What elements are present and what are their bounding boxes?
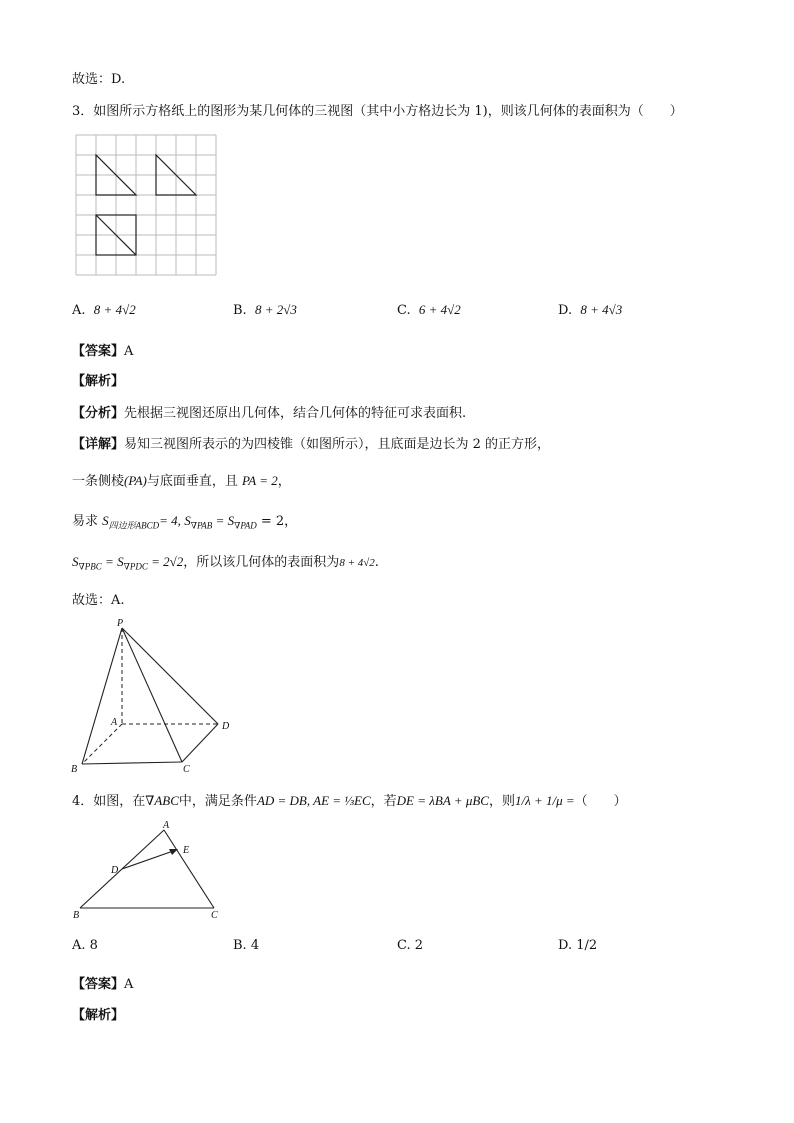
text: . xyxy=(374,555,379,570)
math: = 4, xyxy=(159,513,185,528)
option-label: B. xyxy=(233,938,247,953)
math: PA = 2 xyxy=(242,473,278,488)
subscript: ∇PDC xyxy=(123,561,148,572)
answer-tag: 【答案】 xyxy=(72,344,125,359)
q4-analysis-tag: 【解析】 xyxy=(72,1008,125,1023)
fenxi-tag: 【分析】 xyxy=(72,406,125,421)
three-view-figure xyxy=(75,134,217,277)
q3-analysis-tag: 【解析】 xyxy=(72,374,125,389)
label-p: P xyxy=(117,618,124,629)
text: ， xyxy=(277,474,291,489)
math: = 2√2 xyxy=(147,554,184,569)
option-label: D. xyxy=(558,303,573,318)
q3-line-areas-1 xyxy=(72,510,297,532)
xiangjie-tag: 【详解】 xyxy=(72,437,125,452)
q4-option-b[interactable] xyxy=(233,938,259,953)
text: 4．如图，在 xyxy=(72,794,146,809)
q4-answer xyxy=(72,973,133,992)
q3-option-c[interactable] xyxy=(397,302,461,318)
math: = xyxy=(101,554,118,569)
math: S xyxy=(184,513,191,528)
math: = xyxy=(212,513,228,528)
edge-cd xyxy=(182,724,218,762)
q3-line-pa xyxy=(72,470,291,489)
option-value: 1/2 xyxy=(576,938,598,953)
q3-stem: 3．如图所示方格纸上的图形为某几何体的三视图（其中小方格边长为 1)，则该几何体的表面积为（ ） xyxy=(72,104,683,119)
math: 8 + 4√2 xyxy=(339,557,375,569)
subscript: ∇PAB xyxy=(190,520,213,531)
text: 易求 xyxy=(72,514,99,529)
previous-answer: 故选：D. xyxy=(72,72,126,87)
label-a: A xyxy=(163,820,170,831)
q3-option-a[interactable] xyxy=(72,302,136,318)
side-ac xyxy=(164,830,214,908)
text: ，则 xyxy=(488,794,515,809)
text: ，所以该几何体的表面积为 xyxy=(183,555,340,570)
option-value: 8 + 2√3 xyxy=(254,302,297,317)
math: = 2， xyxy=(256,514,298,529)
fenxi-text: 先根据三视图还原出几何体，结合几何体的特征可求表面积. xyxy=(124,406,467,421)
label-c: C xyxy=(183,764,190,775)
option-value: 8 xyxy=(89,938,98,953)
edge-bc xyxy=(82,762,182,764)
math: ∇ABC xyxy=(145,793,179,808)
math: DE = λBA + μBC xyxy=(396,793,489,808)
math: (PA) xyxy=(124,473,147,488)
q3-option-d[interactable] xyxy=(558,302,622,318)
option-label: C. xyxy=(397,938,411,953)
q4-option-c[interactable] xyxy=(397,938,423,953)
math: S xyxy=(72,554,79,569)
q3-option-b[interactable] xyxy=(233,302,297,318)
math: S xyxy=(117,554,124,569)
option-label: A. xyxy=(72,938,86,953)
edge-pc xyxy=(122,628,182,762)
text: 中，满足条件 xyxy=(178,794,257,809)
option-value: 8 + 4√2 xyxy=(93,302,136,317)
xiangjie-text: 易知三视图所表示的为四棱锥（如图所示），且底面是边长为 2 的正方形， xyxy=(124,437,551,452)
option-label: D. xyxy=(558,938,573,953)
text: （ ） xyxy=(574,794,627,809)
label-d: D xyxy=(111,865,119,876)
subscript: 四边形ABCD xyxy=(108,520,160,531)
option-label: C. xyxy=(397,303,411,318)
q4-option-d[interactable] xyxy=(558,938,597,953)
option-value: 6 + 4√2 xyxy=(418,302,461,317)
option-label: B. xyxy=(233,303,247,318)
label-e: E xyxy=(183,845,190,856)
label-b: B xyxy=(73,910,80,921)
q4-stem xyxy=(72,790,627,809)
answer-value: A xyxy=(124,977,134,992)
answer-tag: 【答案】 xyxy=(72,977,125,992)
math: S xyxy=(227,513,235,528)
text: ，若 xyxy=(370,794,397,809)
option-value: 2 xyxy=(414,938,424,953)
label-b: B xyxy=(71,764,78,775)
label-d: D xyxy=(222,721,230,732)
subscript: ∇PAD xyxy=(234,520,257,531)
option-value: 4 xyxy=(250,938,260,953)
q3-line-areas-2 xyxy=(72,551,379,573)
option-label: A. xyxy=(72,303,86,318)
label-a: A xyxy=(111,717,118,728)
vector-de xyxy=(122,850,176,869)
math: AD = DB, AE = ⅓EC xyxy=(256,793,371,808)
q3-conclusion: 故选：A. xyxy=(72,593,125,608)
answer-value: A xyxy=(124,344,134,359)
q4-option-a[interactable] xyxy=(72,938,98,953)
text: 一条侧棱 xyxy=(72,474,125,489)
edge-pd xyxy=(122,628,218,724)
q3-answer xyxy=(72,340,133,359)
subscript: ∇PBC xyxy=(78,561,102,572)
math: 1/λ + 1/μ = xyxy=(514,793,575,808)
q3-xiangjie xyxy=(72,433,550,452)
option-value: 8 + 4√3 xyxy=(580,302,623,317)
triangle-figure xyxy=(70,818,230,922)
math: S xyxy=(102,513,109,528)
q3-fenxi xyxy=(72,402,466,421)
label-c: C xyxy=(211,910,218,921)
text: 与底面垂直，且 xyxy=(146,474,238,489)
pyramid-figure xyxy=(66,612,246,776)
